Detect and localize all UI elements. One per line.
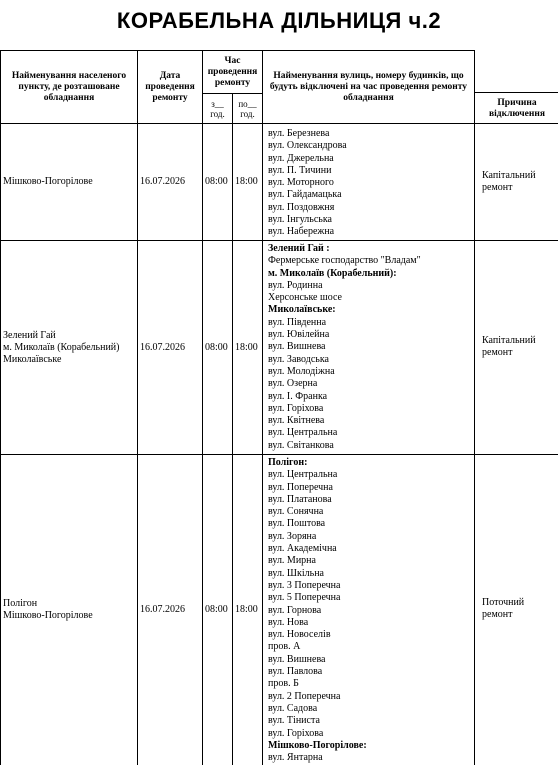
header-date: Дата проведення ремонту bbox=[145, 70, 195, 103]
street-line: вул. 2 Поперечна bbox=[268, 690, 341, 702]
row-1-reason: Капітальний ремонт bbox=[482, 170, 536, 193]
row-1-settlement: Мішково-Погорілове bbox=[3, 176, 93, 187]
row-3-date: 16.07.2026 bbox=[140, 604, 185, 615]
street-line: Зелений Гай : bbox=[268, 243, 330, 254]
street-line: вул. Гайдамацька bbox=[268, 189, 342, 201]
street-line: вул. Березнева bbox=[268, 128, 330, 139]
street-line: вул. Світанкова bbox=[268, 439, 334, 451]
street-line: вул. Горіхова bbox=[268, 402, 324, 414]
header-time: Час проведення ремонту bbox=[207, 55, 258, 88]
row-2-time-from: 08:00 bbox=[205, 341, 228, 353]
street-line: вул. Джерельна bbox=[268, 152, 334, 164]
row-1-date: 16.07.2026 bbox=[140, 176, 185, 187]
street-line: вул. Центральна bbox=[268, 427, 338, 439]
street-line: вул. Зоряна bbox=[268, 530, 317, 542]
street-line: Херсонське шосе bbox=[268, 292, 342, 304]
street-line: пров. А bbox=[268, 641, 301, 653]
street-line: пров. Б bbox=[268, 678, 299, 690]
street-line: Миколаївське: bbox=[268, 304, 336, 316]
street-line: вул. Павлова bbox=[268, 666, 323, 678]
street-line: вул. Поштова bbox=[268, 518, 326, 530]
street-line: вул. Вишнева bbox=[268, 653, 326, 665]
street-line: вул. Моторного bbox=[268, 177, 334, 189]
row-3-streets bbox=[268, 457, 473, 765]
header-settlement: Найменування населеного пункту, де розташоване обладнання bbox=[11, 70, 127, 103]
street-line: вул. Набережна bbox=[268, 226, 335, 238]
header-reason: Причина відключення bbox=[489, 97, 545, 119]
street-line: вул. Тіниста bbox=[268, 715, 320, 727]
street-line: Полігон: bbox=[268, 457, 308, 468]
street-line: вул. 5 Поперечна bbox=[268, 592, 341, 604]
street-line: вул. Південна bbox=[268, 316, 327, 328]
street-line: вул. Шкільна bbox=[268, 567, 324, 579]
row-2-settlement: Зелений Гай м. Миколаїв (Корабельний) Миколаївське bbox=[3, 329, 120, 365]
street-line: вул. Сонячна bbox=[268, 506, 324, 518]
street-line: вул. Озерна bbox=[268, 378, 318, 390]
street-line: вул. Ювілейна bbox=[268, 329, 330, 341]
street-line: м. Миколаїв (Корабельний): bbox=[268, 267, 397, 279]
street-line: вул. Молодіжна bbox=[268, 365, 335, 377]
header-time-from: з__ год. bbox=[210, 99, 225, 119]
street-line: вул. Інгульська bbox=[268, 214, 332, 226]
row-1-time-to: 18:00 bbox=[235, 176, 258, 187]
street-line: вул. Поздовжня bbox=[268, 201, 335, 213]
street-line: вул. Горнова bbox=[268, 604, 322, 616]
street-line: вул. Горіхова bbox=[268, 727, 324, 739]
street-line: Мішково-Погорілове: bbox=[268, 739, 367, 751]
street-line: вул. Вишнева bbox=[268, 341, 326, 353]
row-2-date: 16.07.2026 bbox=[140, 341, 185, 353]
street-line: вул. П. Тичини bbox=[268, 164, 332, 176]
street-line: вул. Садова bbox=[268, 702, 318, 714]
row-1-time-from: 08:00 bbox=[205, 176, 228, 187]
page-title: КОРАБЕЛЬНА ДІЛЬНИЦЯ ч.2 bbox=[116, 8, 442, 33]
row-3-time-to: 18:00 bbox=[235, 604, 258, 615]
row-2-streets bbox=[268, 243, 473, 453]
outage-table bbox=[0, 50, 558, 765]
street-line: вул. Платанова bbox=[268, 493, 332, 505]
street-line: вул. 3 Поперечна bbox=[268, 579, 341, 591]
row-2-time-to: 18:00 bbox=[235, 341, 258, 353]
street-line: вул. Новоселів bbox=[268, 629, 331, 641]
street-line: вул. Олександрова bbox=[268, 140, 347, 152]
street-line: вул. Академічна bbox=[268, 543, 337, 555]
header-time-to: по__ год. bbox=[238, 99, 257, 119]
street-line: вул. Родинна bbox=[268, 279, 323, 291]
row-2-reason: Капітальний ремонт bbox=[482, 335, 536, 358]
street-line: вул. Поперечна bbox=[268, 481, 333, 493]
street-line: Фермерське господарство "Владам" bbox=[268, 255, 421, 267]
street-line: вул. Нова bbox=[268, 616, 309, 628]
header-streets: Найменування вулиць, номеру будинків, що будуть відключені на час проведення ремонту обладнання bbox=[269, 70, 468, 103]
row-1-streets bbox=[268, 128, 473, 240]
street-line: вул. Квітнева bbox=[268, 415, 325, 427]
street-line: вул. Заводська bbox=[268, 353, 329, 365]
street-line: вул. Янтарна bbox=[268, 752, 323, 764]
street-line: вул. Центральна bbox=[268, 469, 338, 481]
row-3-time-from: 08:00 bbox=[205, 604, 228, 615]
row-3-reason: Поточний ремонт bbox=[482, 597, 525, 620]
street-line: вул. Мирна bbox=[268, 555, 316, 567]
row-3-settlement: Полігон Мішково-Погорілове bbox=[3, 598, 93, 621]
street-line: вул. І. Франка bbox=[268, 390, 328, 402]
